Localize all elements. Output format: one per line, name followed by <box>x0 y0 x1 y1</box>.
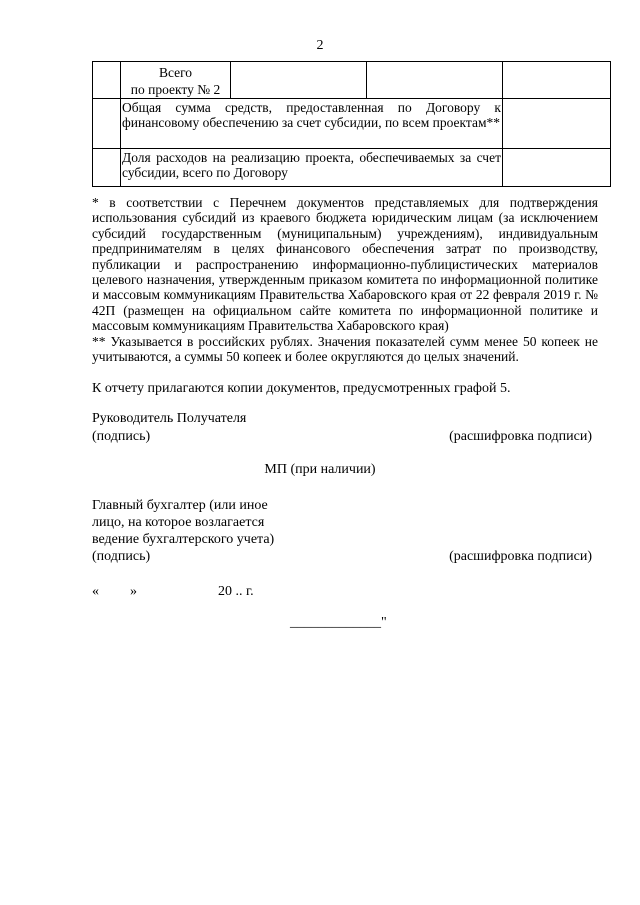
footnote-1: * в соответствии с Перечнем документов представляемых для подтверждения использования субсидий из краевого бюджета юридическим лицам (за исключением субсидий государственным (муниципальным) учреждениям), индивидуальным предпринимателям в целях финансового обеспечения затрат по производству, публикации и распространению информационно-публицистических материалов целевого назначения, утвержденным приказом комитета по информационной политике и массовым коммуникациям Правительства Хабаровского края от 22 февраля 2019 г. № 42П (размещен на официальном сайте комитета по информационной политике и массовым коммуникациям Правительства Хабаровского края) <box>92 195 598 334</box>
share-text: Доля расходов на реализацию проекта, обеспечиваемых за счет субсидии, всего по Договору <box>121 149 503 187</box>
total-label-line1: Всего <box>158 65 193 80</box>
report-table <box>92 61 611 187</box>
head-decoding-label: (расшифровка подписи) <box>449 429 592 444</box>
table-cell <box>93 149 121 187</box>
table-cell <box>503 62 611 99</box>
table-cell <box>503 99 611 149</box>
table-row-project-total <box>93 62 611 99</box>
table-row-share <box>93 149 611 187</box>
total-label-line2: по проекту № 2 <box>130 82 221 97</box>
accountant-line-1: Главный бухгалтер (или иное <box>92 498 268 513</box>
head-signature-label: (подпись) <box>92 429 151 444</box>
accountant-signature-label: (подпись) <box>92 549 151 564</box>
page-number: 2 <box>316 38 324 53</box>
total-label-cell <box>121 62 231 99</box>
head-title: Руководитель Получателя <box>92 411 247 426</box>
table-cell <box>93 62 121 99</box>
accountant-line-3: ведение бухгалтерского учета) <box>92 532 275 547</box>
table-row-total-subsidy <box>93 99 611 149</box>
footnotes <box>92 195 598 364</box>
closing-mark: _____________" <box>290 615 387 630</box>
table-cell <box>93 99 121 149</box>
accountant-decoding-label: (расшифровка подписи) <box>449 549 592 564</box>
table-cell <box>503 149 611 187</box>
accountant-line-2: лицо, на которое возлагается <box>92 515 265 530</box>
attachments-note: К отчету прилагаются копии документов, предусмотренных графой 5. <box>92 381 511 396</box>
date-year: 20 .. г. <box>218 584 254 599</box>
date-close-quote: » <box>130 584 137 599</box>
footnote-2: ** Указывается в российских рублях. Значения показателей сумм менее 50 копеек не учитываются, а суммы 50 копеек и более округляются до целых значений. <box>92 333 598 365</box>
table-cell <box>367 62 503 99</box>
table-cell <box>231 62 367 99</box>
stamp-label: МП (при наличии) <box>264 462 376 477</box>
date-open-quote: « <box>92 584 99 599</box>
total-subsidy-text: Общая сумма средств, предоставленная по Договору к финансовому обеспечению за счет субсидии, по всем проектам** <box>121 99 503 149</box>
